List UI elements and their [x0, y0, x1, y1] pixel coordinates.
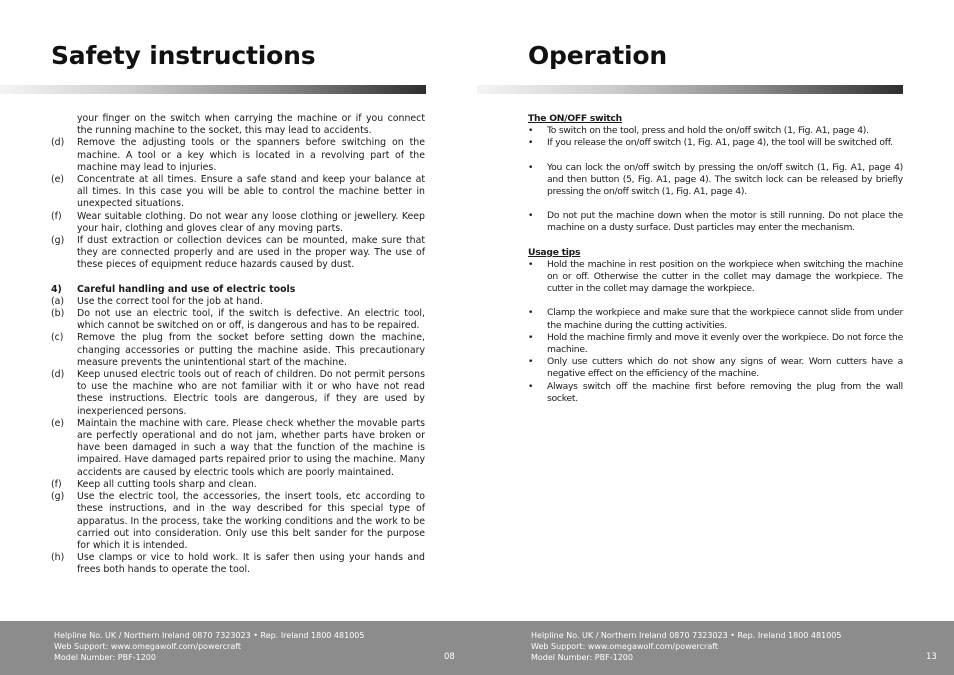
item-text: Keep all cutting tools sharp and clean.	[77, 478, 257, 490]
bullet-icon: •	[528, 161, 534, 173]
item-text: Use the correct tool for the job at hand.	[77, 295, 263, 307]
page-number: 08	[444, 652, 455, 662]
list-item	[51, 137, 425, 174]
bullet-item	[528, 210, 903, 234]
item-text: Concentrate at all times. Ensure a safe stand and keep your balance at all times. In this case you will be able to control the machine better in unexpected situations.	[77, 174, 425, 210]
item-label: (e)	[51, 174, 65, 186]
footer-right	[531, 630, 841, 664]
item-text: Keep unused electric tools out of reach of children. Do not permit persons to use the machine who are not familiar with it or who have not read these instructions. Electric tools are dangerous, if they are used by inexperienced persons.	[77, 369, 425, 417]
item-label: (d)	[51, 369, 65, 381]
web-support-text: Web Support: www.omegawolf.com/powercraft	[54, 642, 242, 652]
bullet-text: If you release the on/off switch (1, Fig. A1, page 4), the tool will be switched off.	[547, 137, 893, 149]
list-item	[51, 296, 425, 308]
web-support-text: Web Support: www.omegawolf.com/powercraft	[531, 642, 719, 652]
item-text: your finger on the switch when carrying the machine or if you connect the running machine to the socket, this may lead to accidents.	[77, 113, 425, 137]
bullet-icon: •	[528, 125, 534, 137]
bullet-text: Always switch off the machine first before removing the plug from the wall socket.	[547, 380, 903, 404]
list-item	[51, 552, 425, 576]
section-title: The ON/OFF switch	[528, 113, 622, 124]
bullet-item	[528, 259, 903, 296]
section-number: 4)	[51, 283, 62, 295]
bullet-icon: •	[528, 380, 534, 392]
bullet-text: Do not put the machine down when the motor is still running. Do not place the machine on a dusty surface. Dust particles may enter the mechanism.	[547, 210, 903, 234]
item-label: (f)	[51, 210, 62, 222]
bullet-icon: •	[528, 331, 534, 343]
section-title: Usage tips	[528, 246, 581, 258]
item-text: If dust extraction or collection devices can be mounted, make sure that they are connected properly and are used in the proper way. The use of these pieces of equipment reduce hazards caused by dust.	[77, 235, 425, 271]
item-label: (g)	[51, 491, 65, 503]
bullet-item	[528, 307, 903, 331]
bullet-icon: •	[528, 356, 534, 368]
page-title: Operation	[528, 41, 667, 70]
item-text: Remove the plug from the socket before setting down the machine, changing accessories or putting the machine aside. This precautionary measure prevents the unintentional start of the machine.	[77, 332, 425, 368]
item-text: Do not use an electric tool, if the switch is defective. An electric tool, which cannot be switched on or off, is dangerous and has to be repaired.	[77, 308, 425, 332]
bullet-text: Hold the machine firmly and move it evenly over the workpiece. Do not force the machine.	[547, 331, 903, 356]
item-label: (e)	[51, 417, 65, 429]
list-item	[51, 479, 425, 491]
item-text: Use the electric tool, the accessories, the insert tools, etc according to these instructions, and in the way described for this special type of apparatus. In the process, take the working conditions and the work to be carried out into consideration. Only use this belt sander for the purpose for which it is intended.	[77, 491, 425, 551]
bullet-text: To switch on the tool, press and hold the on/off switch (1, Fig. A1, page 4).	[547, 125, 869, 137]
list-item	[51, 491, 425, 552]
gradient-rule	[0, 85, 426, 94]
section-title: Careful handling and use of electric tools	[77, 283, 296, 295]
bullet-icon: •	[528, 210, 534, 222]
item-text: Maintain the machine with care. Please check whether the movable parts are perfectly operational and do not jam, whether parts have broken or have been damaged in such a way that the function of the machine is impaired. Have damaged parts repaired prior to using the machine. Many accidents are caused by electric tools which are poorly maintained.	[77, 417, 425, 478]
helpline-text: Helpline No. UK / Northern Ireland 0870 7323023 • Rep. Ireland 1800 481005	[54, 631, 365, 640]
bullet-item	[528, 381, 903, 405]
bullet-text: Hold the machine in rest position on the workpiece when switching the machine on or off. Otherwise the cutter in the collet may damage the workpiece. The cutter in the collet may damage the workpiece.	[547, 258, 903, 295]
item-text: Remove the adjusting tools or the spanners before switching on the machine. A tool or a key which is located in a revolving part of the machine may lead to injuries.	[77, 137, 425, 173]
operation-text	[528, 113, 903, 405]
item-label: (a)	[51, 295, 65, 307]
item-label: (c)	[51, 332, 64, 344]
bullet-icon: •	[528, 137, 534, 149]
list-item	[51, 418, 425, 479]
list-item	[51, 211, 425, 235]
item-label: (b)	[51, 308, 65, 320]
page-number: 13	[926, 652, 937, 662]
model-number-text: Model Number: PBF-1200	[54, 653, 156, 663]
bullet-text: Clamp the workpiece and make sure that the workpiece cannot slide from under the machine during the cutting activities.	[547, 307, 903, 331]
bullet-text: You can lock the on/off switch by pressing the on/off switch (1, Fig. A1, page 4) and then button (5, Fig. A1, page 4). The switch lock can be released by briefly pressing the on/off switch (1, Fig. A1, page 4).	[547, 161, 903, 198]
section-heading	[51, 284, 425, 296]
bullet-item	[528, 162, 903, 199]
item-text: Wear suitable clothing. Do not wear any loose clothing or jewellery. Keep your hair, clothing and gloves clear of any moving parts.	[77, 210, 425, 234]
item-label	[51, 113, 77, 137]
item-label: (h)	[51, 552, 65, 564]
bullet-item	[528, 356, 903, 380]
right-page	[477, 0, 954, 675]
list-item	[51, 369, 425, 418]
item-label: (d)	[51, 137, 65, 149]
bullet-item	[528, 125, 903, 137]
list-item	[51, 332, 425, 369]
bullet-icon: •	[528, 258, 534, 270]
list-item	[51, 174, 425, 211]
list-item	[51, 113, 425, 137]
bullet-icon: •	[528, 307, 534, 319]
item-text: Use clamps or vice to hold work. It is safer then using your hands and frees both hands to operate the tool.	[77, 552, 425, 576]
model-number-text: Model Number: PBF-1200	[531, 653, 633, 663]
list-item	[51, 308, 425, 332]
item-label: (f)	[51, 478, 62, 490]
bullet-text: Only use cutters which do not show any signs of wear. Worn cutters have a negative effect on the efficiency of the machine.	[547, 356, 903, 380]
safety-text	[51, 113, 425, 577]
footer-band	[0, 621, 954, 675]
bullet-item	[528, 137, 903, 149]
helpline-text: Helpline No. UK / Northern Ireland 0870 7323023 • Rep. Ireland 1800 481005	[531, 631, 842, 640]
bullet-item	[528, 332, 903, 356]
list-item	[51, 235, 425, 272]
gradient-rule	[477, 85, 903, 94]
item-label: (g)	[51, 235, 65, 247]
footer-left	[54, 630, 364, 664]
page-title: Safety instructions	[51, 41, 316, 70]
